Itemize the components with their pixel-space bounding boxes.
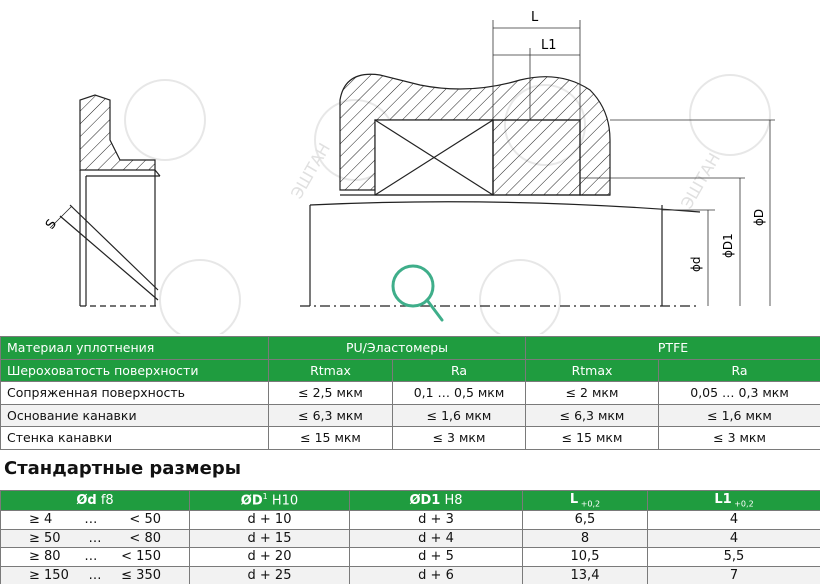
table-row bbox=[1, 566, 820, 584]
cell-value: ≤ 2,5 мкм bbox=[269, 382, 393, 405]
header-material: Материал уплотнения bbox=[1, 337, 269, 360]
table-row bbox=[1, 511, 820, 530]
cell-value: ≤ 15 мкм bbox=[269, 427, 393, 450]
table-row bbox=[1, 382, 820, 405]
cell-value: ≤ 6,3 мкм bbox=[269, 404, 393, 427]
table-row bbox=[1, 404, 820, 427]
cell-value: ≤ 3 мкм bbox=[393, 427, 526, 450]
cell-value: 4 bbox=[648, 529, 820, 548]
cell-value: 5,5 bbox=[648, 548, 820, 567]
cell-value: 7 bbox=[648, 566, 820, 584]
header-l: L $_{+0,2}$ bbox=[523, 491, 648, 511]
section-title: Стандартные размеры bbox=[4, 458, 241, 479]
header-ptfe: PTFE bbox=[526, 337, 820, 360]
cell-value: ≤ 2 мкм bbox=[526, 382, 659, 405]
header-ptfe-rtmax: Rtmax bbox=[526, 359, 659, 382]
header-ptfe-ra: Ra bbox=[659, 359, 820, 382]
header-dd: $ØD^1$ H10 bbox=[190, 491, 350, 511]
label-diam-d: ϕd bbox=[689, 256, 703, 272]
label-diam-d1: ϕD1 bbox=[721, 233, 735, 258]
table-header-row bbox=[1, 491, 820, 511]
table-header-row bbox=[1, 337, 820, 360]
header-pu-rtmax: Rtmax bbox=[269, 359, 393, 382]
standard-sizes-table bbox=[0, 490, 820, 584]
label-l: L bbox=[531, 10, 539, 25]
table-row bbox=[1, 548, 820, 567]
cell-value: ≤ 1,6 мкм bbox=[659, 404, 820, 427]
seal-profile bbox=[50, 95, 160, 306]
housing-assembly bbox=[300, 74, 700, 306]
cell-value: ≤ 15 мкм bbox=[526, 427, 659, 450]
cell-d-range: ≥ 80 … < 150 bbox=[1, 548, 190, 567]
cell-d-range: ≥ 50 … < 80 bbox=[1, 529, 190, 548]
header-l1: L1 $_{+0,2}$ bbox=[648, 491, 820, 511]
row-label: Основание канавки bbox=[1, 404, 269, 427]
cell-value: ≤ 6,3 мкм bbox=[526, 404, 659, 427]
header-roughness: Шероховатость поверхности bbox=[1, 359, 269, 382]
watermark-text: ЭШТАН bbox=[677, 149, 724, 212]
header-d: Ød f8 bbox=[1, 491, 190, 511]
header-pu-ra: Ra bbox=[393, 359, 526, 382]
surface-properties-table bbox=[0, 336, 820, 450]
header-d1: ØD1 H8 bbox=[350, 491, 523, 511]
row-label: Стенка канавки bbox=[1, 427, 269, 450]
cell-value: d + 3 bbox=[350, 511, 523, 530]
cell-value: 13,4 bbox=[523, 566, 648, 584]
row-label: Сопряженная поверхность bbox=[1, 382, 269, 405]
cell-value: d + 15 bbox=[190, 529, 350, 548]
table-row bbox=[1, 529, 820, 548]
cell-value: 6,5 bbox=[523, 511, 648, 530]
cell-value: 10,5 bbox=[523, 548, 648, 567]
label-diam-dd: ϕD bbox=[752, 208, 766, 226]
table-row bbox=[1, 427, 820, 450]
watermark-text: ЭШТАН bbox=[287, 139, 334, 202]
cell-d-range: ≥ 4 … < 50 bbox=[1, 511, 190, 530]
label-s: S bbox=[42, 216, 61, 233]
cell-value: d + 5 bbox=[350, 548, 523, 567]
cell-value: d + 20 bbox=[190, 548, 350, 567]
table-header-row bbox=[1, 359, 820, 382]
cell-value: 0,1 … 0,5 мкм bbox=[393, 382, 526, 405]
zoom-icon[interactable] bbox=[393, 266, 442, 320]
label-l1: L1 bbox=[541, 38, 557, 53]
cell-value: 8 bbox=[523, 529, 648, 548]
cell-value: d + 10 bbox=[190, 511, 350, 530]
cell-value: ≤ 3 мкм bbox=[659, 427, 820, 450]
cell-value: ≤ 1,6 мкм bbox=[393, 404, 526, 427]
cell-d-range: ≥ 150 … ≤ 350 bbox=[1, 566, 190, 584]
cell-value: d + 25 bbox=[190, 566, 350, 584]
header-pu: PU/Эластомеры bbox=[269, 337, 526, 360]
cell-value: d + 6 bbox=[350, 566, 523, 584]
cell-value: 4 bbox=[648, 511, 820, 530]
cell-value: 0,05 … 0,3 мкм bbox=[659, 382, 820, 405]
cell-value: d + 4 bbox=[350, 529, 523, 548]
